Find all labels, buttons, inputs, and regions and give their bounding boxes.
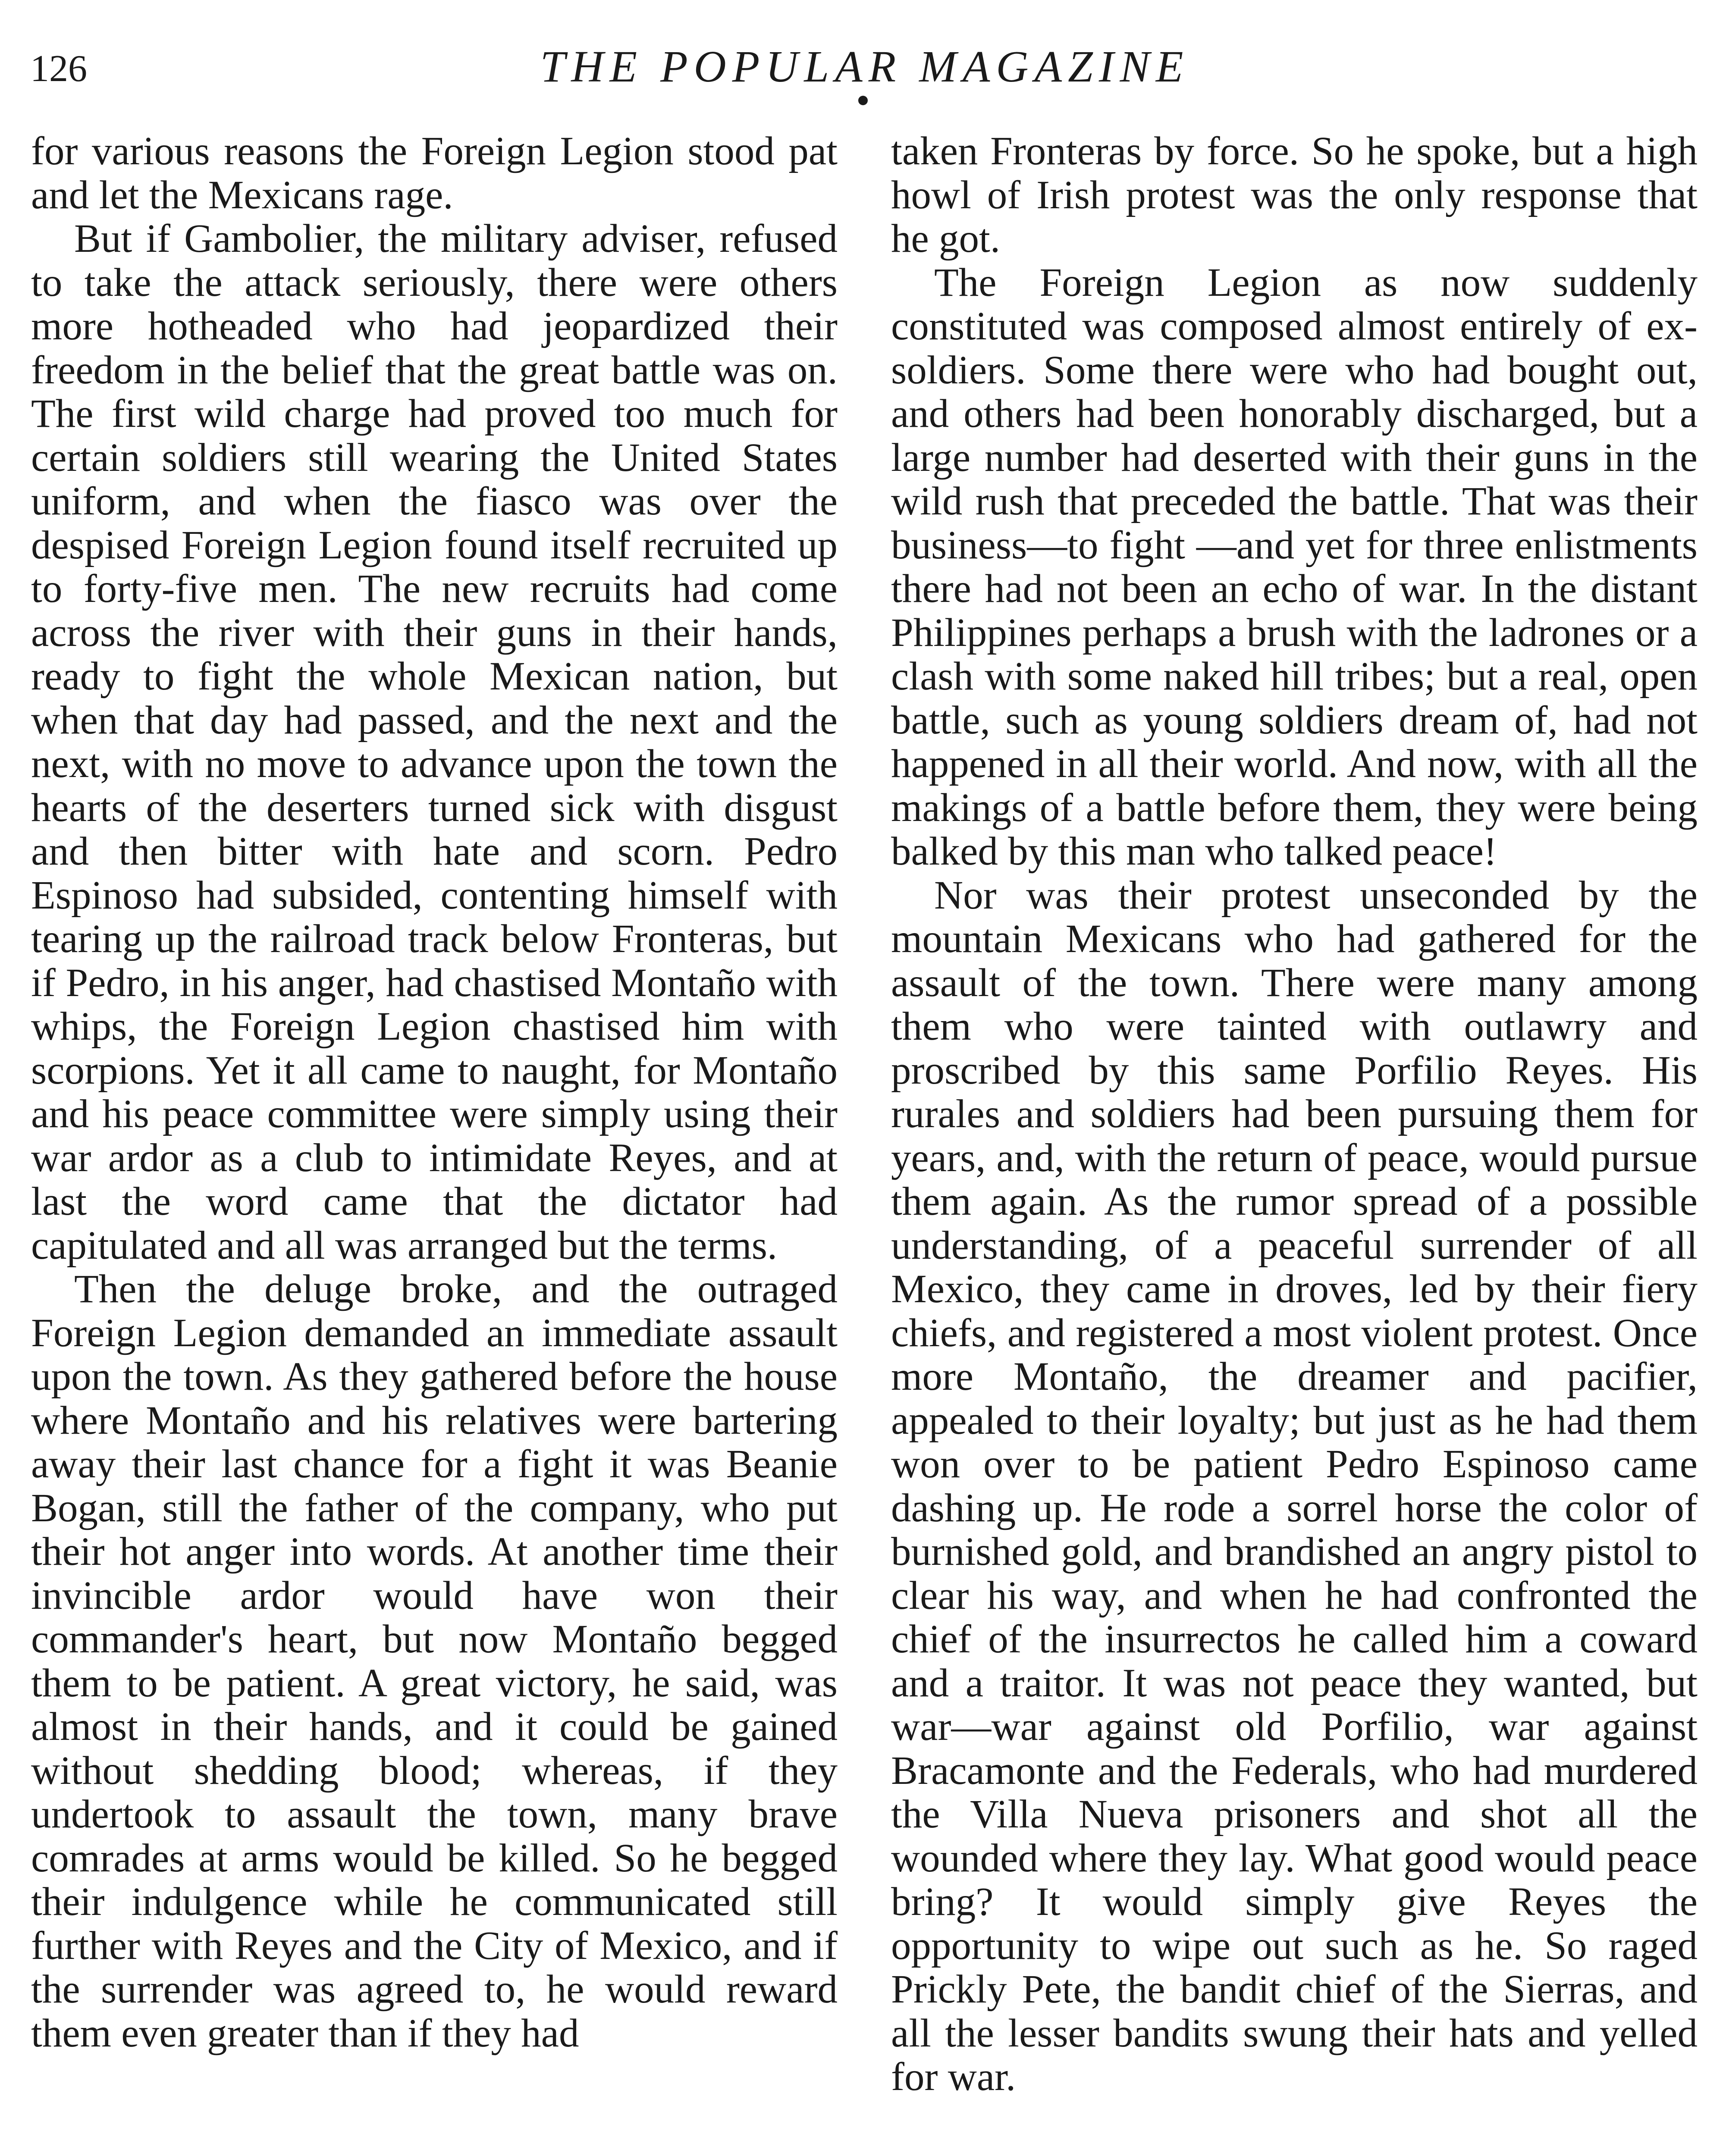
header-ornament bbox=[858, 96, 868, 105]
paragraph: Nor was their protest unseconded by the mountain Mexicans who had gathered for the assault of the town. There were many among them who were tainted with outlawry and proscribed by this same Porfilio Reyes. His rurales and soldiers had been pursuing them for years, and, with the return of peace, would pursue them again. As the rumor spread of a possible understanding, of a peaceful surrender of all Mexico, they came in droves, led by their fiery chiefs, and registered a most violent protest. Once more Montaño, the dreamer and pacifier, appealed to their loyalty; but just as he had them won over to be patient Pedro Espinoso came dashing up. He rode a sorrel horse the color of burnished gold, and brandished an angry pistol to clear his way, and when he had confronted the chief of the insurrectos he called him a coward and a traitor. It was not peace they wanted, but war—war against old Porfilio, war against Bracamonte and the Federals, who had murdered the Villa Nueva prisoners and shot all the wounded where they lay. What good would peace bring? It would simply give Reyes the opportunity to wipe out such as he. So raged Prickly Pete, the bandit chief of the Sierras, and all the lesser bandits swung their hats and yelled for war. bbox=[891, 873, 1698, 2099]
running-title: THE POPULAR MAGAZINE bbox=[540, 42, 1189, 91]
paragraph: Then the deluge broke, and the outraged Foreign Legion demanded an immediate assault upon the town. As they gathered before the house where Montaño and his relatives were bartering away their last chance for a fight it was Beanie Bogan, still the father of the company, who put their hot anger into words. At another time their invincible ardor would have won their commander's heart, but now Montaño begged them to be patient. A great victory, he said, was almost in their hands, and it could be gained without shedding blood; whereas, if they undertook to assault the town, many brave comrades at arms would be killed. So he begged their indulgence while he communicated still further with Reyes and the City of Mexico, and if the surrender was agreed to, he would reward them even greater than if they had bbox=[31, 1267, 838, 2056]
paragraph: for various reasons the Foreign Legion stood pat and let the Mexicans rage. bbox=[31, 129, 838, 217]
page-header bbox=[30, 41, 1699, 101]
left-column bbox=[31, 129, 838, 2156]
right-column bbox=[891, 129, 1698, 2156]
page-number: 126 bbox=[30, 48, 87, 90]
paragraph: taken Fronteras by force. So he spoke, but a high howl of Irish protest was the only response that he got. bbox=[891, 129, 1698, 261]
paragraph: The Foreign Legion as now suddenly constituted was composed almost entirely of ex-soldiers. Some there were who had bought out, and others had been honorably discharged, but a large number had deserted with their guns in the wild rush that preceded the battle. That was their business—to fight —and yet for three enlistments there had not been an echo of war. In the distant Philippines perhaps a brush with the ladrones or a clash with some naked hill tribes; but a real, open battle, such as young soldiers dream of, had not happened in all their world. And now, with all the makings of a battle before them, they were being balked by this man who talked peace! bbox=[891, 260, 1698, 874]
paragraph: But if Gambolier, the military adviser, refused to take the attack seriously, there were others more hotheaded who had jeopardized their freedom in the belief that the great battle was on. The first wild charge had proved too much for certain soldiers still wearing the United States uniform, and when the fiasco was over the despised Foreign Legion found itself recruited up to forty-five men. The new recruits had come across the river with their guns in their hands, ready to fight the whole Mexican nation, but when that day had passed, and the next and the next, with no move to advance upon the town the hearts of the deserters turned sick with disgust and then bitter with hate and scorn. Pedro Espinoso had subsided, contenting himself with tearing up the railroad track below Fronteras, but if Pedro, in his anger, had chastised Montaño with whips, the Foreign Legion chastised him with scorpions. Yet it all came to naught, for Montaño and his peace committee were simply using their war ardor as a club to intimidate Reyes, and at last the word came that the dictator had capitulated and all was arranged but the terms. bbox=[31, 216, 838, 1268]
